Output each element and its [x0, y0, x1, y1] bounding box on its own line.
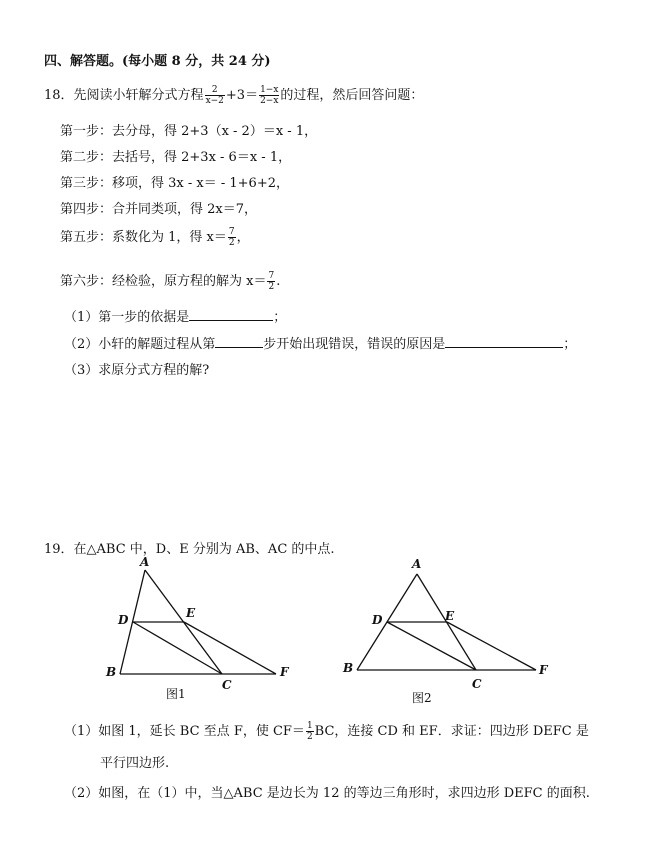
q18-step-5-num: 7 [228, 227, 235, 237]
q18-fraction-2-num: 1−x [260, 85, 279, 95]
q18-step-1: 第一步：去分母，得 2+3（x - 2）＝x - 1， [60, 124, 318, 139]
q18-sub-2-blank-reason[interactable] [445, 335, 563, 348]
q19-sub-1 [64, 720, 589, 742]
fig2-label-f: F [539, 663, 548, 677]
section-title: 四、解答题。(每小题 8 分，共 24 分) [44, 54, 271, 69]
q18-step-5-fraction [228, 227, 236, 248]
q18-sub-1-text: （1）第一步的依据是 [64, 310, 190, 325]
fig1-label-a: A [140, 555, 150, 569]
fig1-label-d: D [118, 613, 129, 627]
q18-step-5 [60, 226, 250, 248]
figure-1 [100, 552, 300, 708]
q18-fraction-1 [205, 85, 225, 106]
q19-intro-text: 在△ABC 中，D、E 分别为 AB、AC 的中点. [73, 542, 335, 557]
q18-fraction-1-num: 2 [205, 85, 225, 96]
q19-sub-1-den: 2 [306, 732, 313, 742]
q18-sub-2-text: （2）小轩的解题过程从第 [64, 337, 216, 352]
fig1-segment-dc [133, 622, 222, 674]
q19-sub-1-fraction [306, 721, 314, 742]
fig1-label-f: F [280, 665, 289, 679]
q18-intro-pre: 先阅读小轩解分式方程 [73, 88, 204, 103]
fig2-label-a: A [412, 557, 422, 571]
q18-step-6-fraction [267, 271, 275, 292]
q19-sub-2: （2）如图，在（1）中，当△ABC 是边长为 12 的等边三角形时，求四边形 DEFC 的面积. [64, 786, 590, 801]
q18-fraction-1-den: x−2 [205, 96, 224, 106]
q18-intro [44, 84, 423, 106]
q18-step-5-text: 第五步：系数化为 1，得 x＝ [60, 230, 227, 245]
q18-step-6 [60, 270, 280, 292]
q18-step-2: 第二步：去括号，得 2+3x - 6＝x - 1， [60, 150, 292, 165]
q18-step-6-post: . [276, 274, 281, 289]
q18-sub-2-post: ； [563, 337, 577, 352]
q18-sub-1-blank[interactable] [189, 308, 273, 321]
q18-sub-1 [64, 306, 286, 325]
q18-sub-3: （3）求原分式方程的解? [64, 363, 210, 378]
q18-step-4: 第四步：合并同类项，得 2x＝7， [60, 202, 258, 217]
q18-step-6-num: 7 [268, 271, 275, 281]
q18-fraction-2-den: 2−x [260, 96, 279, 106]
q18-number: 18． [44, 88, 74, 103]
q18-sub-2 [64, 333, 576, 352]
fig1-label-c: C [222, 678, 232, 692]
fig2-label-c: C [472, 677, 482, 691]
q18-step-5-den: 2 [228, 238, 235, 248]
q19-sub-1-num: 1 [306, 721, 313, 731]
q18-intro-post: 的过程，然后回答问题： [280, 88, 424, 103]
q18-eq-mid: +3＝ [225, 88, 259, 103]
q18-sub-2-blank-step[interactable] [215, 335, 263, 348]
figure-2 [340, 552, 560, 708]
fig2-segment-ef [447, 622, 536, 670]
q18-step-5-post: ， [236, 230, 250, 245]
fig2-caption: 图2 [412, 691, 432, 705]
fig2-label-e: E [445, 609, 455, 623]
q18-sub-2-mid: 步开始出现错误，错误的原因是 [263, 337, 446, 352]
fig2-segment-dc [387, 622, 476, 670]
q19-sub-1-post: BC，连接 CD 和 EF．求证：四边形 DEFC 是 [314, 724, 589, 739]
q19-sub-1-text: （1）如图 1，延长 BC 至点 F，使 CF＝ [64, 724, 305, 739]
q18-step-6-text: 第六步：经检验，原方程的解为 x＝ [60, 274, 267, 289]
fig1-segment-ef [184, 622, 276, 674]
fig1-caption: 图1 [166, 687, 186, 701]
q18-fraction-2 [259, 85, 279, 106]
q18-step-6-den: 2 [268, 282, 275, 292]
fig2-label-d: D [372, 613, 383, 627]
q19-number: 19． [44, 542, 74, 557]
fig1-label-b: B [106, 665, 117, 679]
q19-sub-1-continued: 平行四边形. [100, 756, 170, 771]
fig1-label-e: E [186, 606, 196, 620]
q18-step-3: 第三步：移项，得 3x - x＝ - 1+6+2， [60, 176, 289, 191]
fig2-label-b: B [343, 661, 354, 675]
q18-sub-1-post: ； [273, 310, 287, 325]
